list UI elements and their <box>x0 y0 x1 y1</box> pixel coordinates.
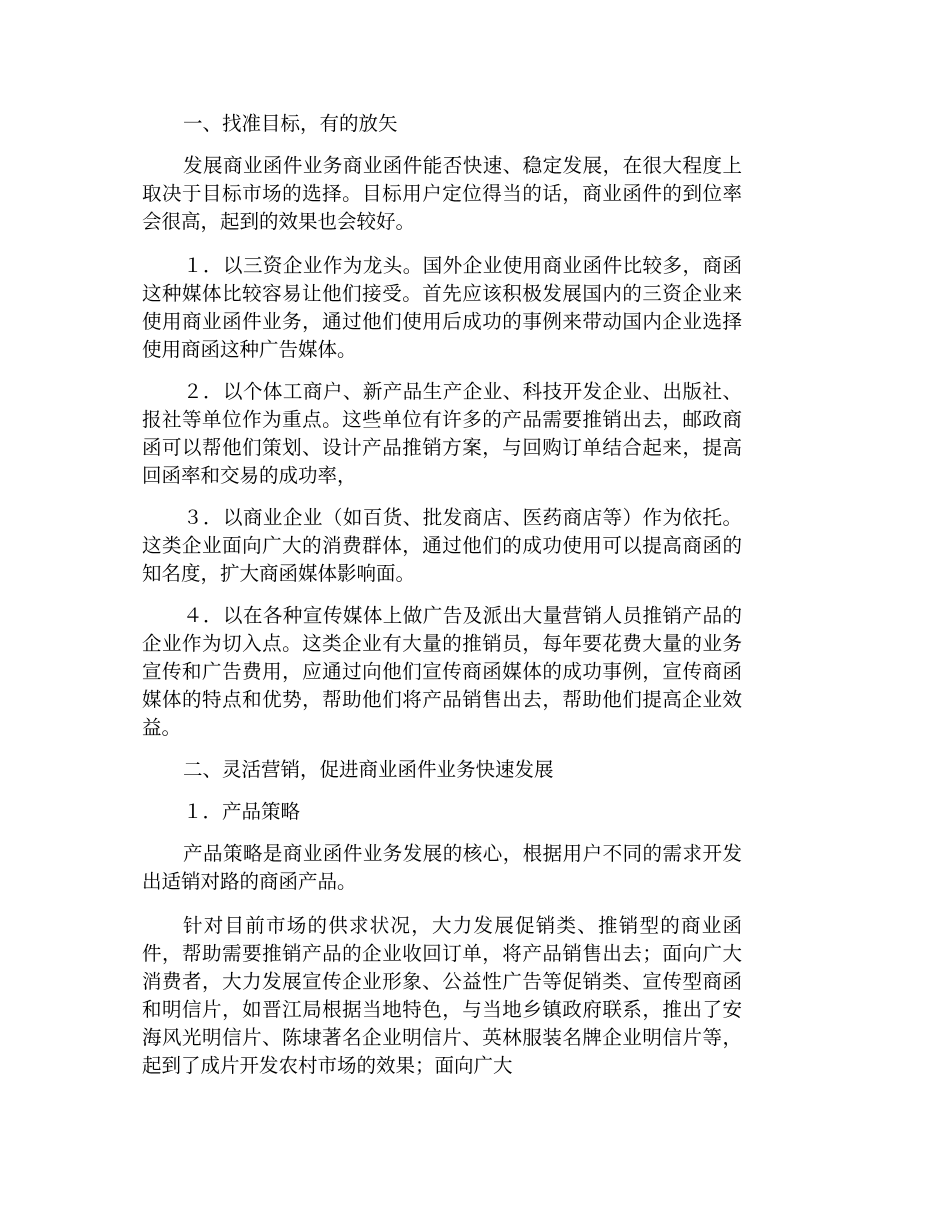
paragraph-item-4: ４．以在各种宣传媒体上做广告及派出大量营销人员推销产品的企业作为切入点。这类企业有大量的推销员，每年要花费大量的业务宣传和广告费用，应通过向他们宣传商函媒体的成功事例，宣传商函媒体的特点和优势，帮助他们将产品销售出去，帮助他们提高企业效益。 <box>142 604 742 739</box>
paragraph-market-supply: 针对目前市场的供求状况，大力发展促销类、推销型的商业函件，帮助需要推销产品的企业收回订单，将产品销售出去；面向广大消费者，大力发展宣传企业形象、公益性广告等促销类、宣传型商函和明信片，如晋江局根据当地特色，与当地乡镇政府联系，推出了安海风光明信片、陈埭著名企业明信片、英林服装名牌企业明信片等，起到了成片开发农村市场的效果；面向广大 <box>142 914 742 1077</box>
section-heading-1: 一、找准目标，有的放矢 <box>183 112 398 135</box>
paragraph-product-strategy: 产品策略是商业函件业务发展的核心，根据用户不同的需求开发出适销对路的商函产品。 <box>142 842 742 893</box>
subheading-product-strategy: １．产品策略 <box>183 800 301 823</box>
paragraph-item-2: ２．以个体工商户、新产品生产企业、科技开发企业、出版社、报社等单位作为重点。这些单位有许多的产品需要推销出去，邮政商函可以帮他们策划、设计产品推销方案，与回购订单结合起来，提高回函率和交易的成功率， <box>142 380 742 487</box>
document-body <box>142 110 742 1080</box>
paragraph-intro: 发展商业函件业务商业函件能否快速、稳定发展，在很大程度上取决于目标市场的选择。目标用户定位得当的话，商业函件的到位率会很高，起到的效果也会较好。 <box>142 154 742 233</box>
paragraph-item-3: ３．以商业企业（如百货、批发商店、医药商店等）作为依托。这类企业面向广大的消费群体，通过他们的成功使用可以提高商函的知名度，扩大商函媒体影响面。 <box>142 506 742 585</box>
section-heading-2: 二、灵活营销，促进商业函件业务快速发展 <box>183 758 554 781</box>
paragraph-item-1: １．以三资企业作为龙头。国外企业使用商业函件比较多，商函这种媒体比较容易让他们接受。首先应该积极发展国内的三资企业来使用商业函件业务，通过他们使用后成功的事例来带动国内企业选择使用商函这种广告媒体。 <box>142 254 742 361</box>
